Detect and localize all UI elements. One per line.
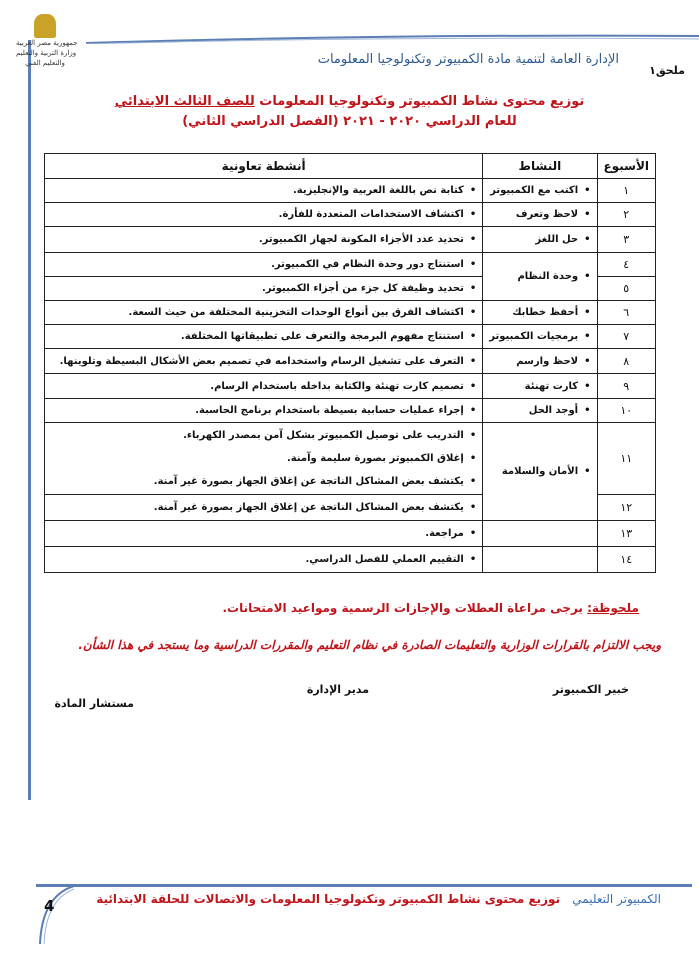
ministry-logo bbox=[16, 14, 78, 84]
table-row bbox=[45, 423, 656, 495]
footer-caption bbox=[96, 892, 661, 906]
activity-cell: • وحدة النظام bbox=[483, 253, 597, 301]
week-cell: ٩ bbox=[597, 374, 655, 399]
cooperative-cell: • التعرف على تشغيل الرسام واستخدامه في تصميم بعض الأشكال البسيطة وتلوينها. bbox=[45, 349, 483, 374]
cooperative-cell: • استنتاج دور وحدة النظام في الكمبيوتر. bbox=[45, 253, 483, 277]
activity-cell bbox=[483, 547, 597, 573]
signature-advisor: مستشار المادة bbox=[54, 697, 134, 710]
cooperative-cell: • تصميم كارت تهنئة والكتابة بداخله باستخدام الرسام. bbox=[45, 374, 483, 399]
table-row bbox=[45, 349, 656, 374]
week-cell: ١ bbox=[597, 179, 655, 203]
department-name: الإدارة العامة لتنمية مادة الكمبيوتر وتكنولوجيا المعلومات bbox=[317, 52, 619, 67]
table-row bbox=[45, 374, 656, 399]
week-cell: ١١ bbox=[597, 423, 655, 495]
activity-cell: • لاحظ وتعرف bbox=[483, 203, 597, 227]
eagle-emblem-icon bbox=[34, 14, 56, 38]
table-row bbox=[45, 325, 656, 349]
footer-brand: الكمبيوتر التعليمي bbox=[572, 892, 661, 906]
table-row bbox=[45, 227, 656, 253]
week-cell: ١٢ bbox=[597, 495, 655, 521]
week-cell: ٥ bbox=[597, 277, 655, 301]
signature-director: مدير الإدارة bbox=[306, 683, 369, 696]
header-week: الأسبوع bbox=[597, 154, 655, 179]
note-holidays bbox=[222, 601, 639, 615]
activity-cell: • أوجد الحل bbox=[483, 399, 597, 423]
activity-cell: • أحفظ خطابك bbox=[483, 301, 597, 325]
footer-line bbox=[36, 884, 692, 887]
ministry-line-3: والتعليم الفني bbox=[25, 59, 65, 67]
week-cell: ٢ bbox=[597, 203, 655, 227]
cooperative-cell: • تحديد عدد الأجزاء المكونة لجهاز الكمبيوتر. bbox=[45, 227, 483, 253]
week-cell: ٦ bbox=[597, 301, 655, 325]
week-cell: ٨ bbox=[597, 349, 655, 374]
cooperative-cell: • إجراء عمليات حسابية بسيطة باستخدام برنامج الحاسبة. bbox=[45, 399, 483, 423]
week-cell: ١٣ bbox=[597, 521, 655, 547]
title-main: توزيع محتوى نشاط الكمبيوتر وتكنولوجيا المعلومات bbox=[254, 94, 585, 109]
activity-cell: • حل اللغز bbox=[483, 227, 597, 253]
activity-cell: • لاحظ وارسم bbox=[483, 349, 597, 374]
week-cell: ٤ bbox=[597, 253, 655, 277]
cooperative-cell: • اكتشاف الفرق بين أنواع الوحدات التخزينية المختلفة من حيث السعة. bbox=[45, 301, 483, 325]
document-title bbox=[0, 94, 699, 109]
ministry-line-1: جمهورية مصر العربية bbox=[16, 39, 78, 47]
annex-label: ملحق١ bbox=[649, 64, 685, 77]
footer-title: توزيع محتوى نشاط الكمبيوتر وتكنولوجيا المعلومات والاتصالات للحلقة الابتدائية bbox=[96, 892, 561, 906]
cooperative-cell: • مراجعة. bbox=[45, 521, 483, 547]
cooperative-cell: • التدريب على توصيل الكمبيوتر بشكل آمن بمصدر الكهرباء. • إغلاق الكمبيوتر بصورة سليمة وآمنة. • يكتشف بعض المشاكل الناتجة عن إغلاق الجهاز بصورة غير آمنة. bbox=[45, 423, 483, 495]
cooperative-cell: • كتابة نص باللغة العربية والإنجليزية. bbox=[45, 179, 483, 203]
week-cell: ١٤ bbox=[597, 547, 655, 573]
cooperative-cell: • تحديد وظيفة كل جزء من أجزاء الكمبيوتر. bbox=[45, 277, 483, 301]
table-row bbox=[45, 521, 656, 547]
cooperative-cell: • يكتشف بعض المشاكل الناتجة عن إغلاق الجهاز بصورة غير آمنة. bbox=[45, 495, 483, 521]
cooperative-cell: • اكتشاف الاستخدامات المتعددة للفأرة. bbox=[45, 203, 483, 227]
document-subtitle: للعام الدراسي ٢٠٢٠ - ٢٠٢١ (الفصل الدراسي الثاني) bbox=[182, 114, 517, 129]
ministry-line-2: وزارة التربية والتعليم bbox=[16, 49, 77, 57]
note-text-1: يرجى مراعاة العطلات والإجازات الرسمية ومواعيد الامتحانات. bbox=[222, 601, 583, 615]
activity-cell bbox=[483, 521, 597, 547]
table-header-row bbox=[45, 154, 656, 179]
week-cell: ٧ bbox=[597, 325, 655, 349]
table-row bbox=[45, 203, 656, 227]
cooperative-cell: • استنتاج مفهوم البرمجة والتعرف على تطبيقاتها المختلفة. bbox=[45, 325, 483, 349]
header-activity: النشاط bbox=[483, 154, 597, 179]
note-regulations: ويجب الالتزام بالقرارات الوزارية والتعليمات الصادرة في نظام التعليم والمقررات الدراسية وما يستجد في هذا الشأن. bbox=[78, 638, 661, 652]
signature-expert: خبير الكمبيوتر bbox=[552, 683, 629, 696]
left-frame-line bbox=[28, 40, 31, 800]
cooperative-cell: • التقييم العملي للفصل الدراسي. bbox=[45, 547, 483, 573]
week-cell: ٣ bbox=[597, 227, 655, 253]
table-row bbox=[45, 179, 656, 203]
header-decorative-line bbox=[86, 34, 699, 44]
footer-decorative-curve bbox=[36, 886, 76, 946]
activity-cell: • اكتب مع الكمبيوتر bbox=[483, 179, 597, 203]
week-cell: ١٠ bbox=[597, 399, 655, 423]
page-number: 4 bbox=[44, 897, 55, 915]
table-row bbox=[45, 547, 656, 573]
table-row bbox=[45, 253, 656, 277]
schedule-table bbox=[44, 153, 656, 573]
activity-cell: • كارت تهنئة bbox=[483, 374, 597, 399]
header-cooperative: أنشطة تعاونية bbox=[45, 154, 483, 179]
activity-cell: • الأمان والسلامة bbox=[483, 423, 597, 521]
table-row bbox=[45, 301, 656, 325]
note-label: ملحوظة: bbox=[587, 601, 639, 615]
title-grade: للصف الثالث الابتدائي bbox=[114, 94, 255, 109]
table-row bbox=[45, 399, 656, 423]
activity-cell: • برمجيات الكمبيوتر bbox=[483, 325, 597, 349]
